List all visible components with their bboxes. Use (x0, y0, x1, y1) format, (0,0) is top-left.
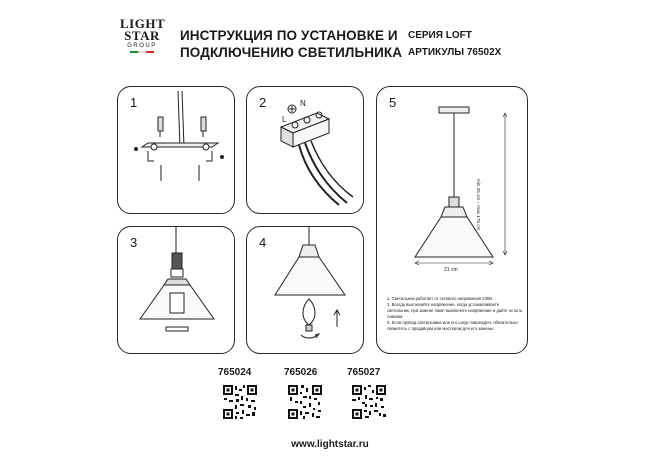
live-label: L (282, 115, 287, 124)
logo-line-2: STAR (124, 28, 160, 43)
logo-line-1: LIGHT (120, 16, 166, 31)
qr-code-icon[interactable] (351, 384, 387, 420)
bulb-installation-illustration (247, 227, 365, 355)
step-number: 4 (259, 235, 267, 250)
neutral-label: N (300, 99, 306, 108)
document-title (180, 27, 402, 61)
step-4-panel (246, 226, 364, 354)
articles-label: АРТИКУЛЫ 76502X (408, 47, 502, 58)
step-number: 2 (259, 95, 267, 110)
step-number: 5 (389, 95, 397, 110)
qr-code-icon[interactable] (222, 384, 258, 420)
step-2-panel (246, 86, 364, 214)
shade-assembly-illustration (118, 227, 236, 355)
italian-flag-icon (120, 51, 164, 53)
title-line-1: ИНСТРУКЦИЯ ПО УСТАНОВКЕ И (180, 28, 398, 43)
safety-notes (387, 296, 523, 332)
article-number: 765027 (347, 367, 381, 378)
step-3-panel (117, 226, 235, 354)
wiring-terminal-illustration (247, 87, 365, 215)
brand-logo (120, 18, 164, 53)
logo-line-3: GROUP (127, 43, 157, 49)
step-number: 1 (130, 95, 138, 110)
mounting-hardware-illustration (118, 87, 236, 215)
step-number: 3 (130, 235, 138, 250)
article-number: 765026 (284, 367, 318, 378)
height-dimension-label: min 25 cm – max 175 cm (476, 179, 481, 231)
title-line-2: ПОДКЛЮЧЕНИЮ СВЕТИЛЬНИКА (180, 45, 403, 60)
series-label: СЕРИЯ LOFT (408, 30, 472, 41)
note-3: 3. Если провод светильника или его шнур поврежден, обязательно свяжитесь с продавцом или мастером для его замены. (387, 320, 518, 331)
step-1-panel (117, 86, 235, 214)
qr-code-icon[interactable] (287, 384, 323, 420)
website-url[interactable]: www.lightstar.ru (291, 439, 369, 450)
note-1: 1. Светильник работает от сетевого напряжения 230В. (387, 296, 494, 301)
series-info (408, 27, 501, 61)
note-2: 2. Всегда выключайте напряжение, когда устанавливаете светильник, при замене ламп выключите напряжение и дайте остыть лампам. (387, 302, 523, 319)
article-number: 765024 (218, 367, 252, 378)
width-dimension-label: 21 cm (444, 267, 458, 273)
